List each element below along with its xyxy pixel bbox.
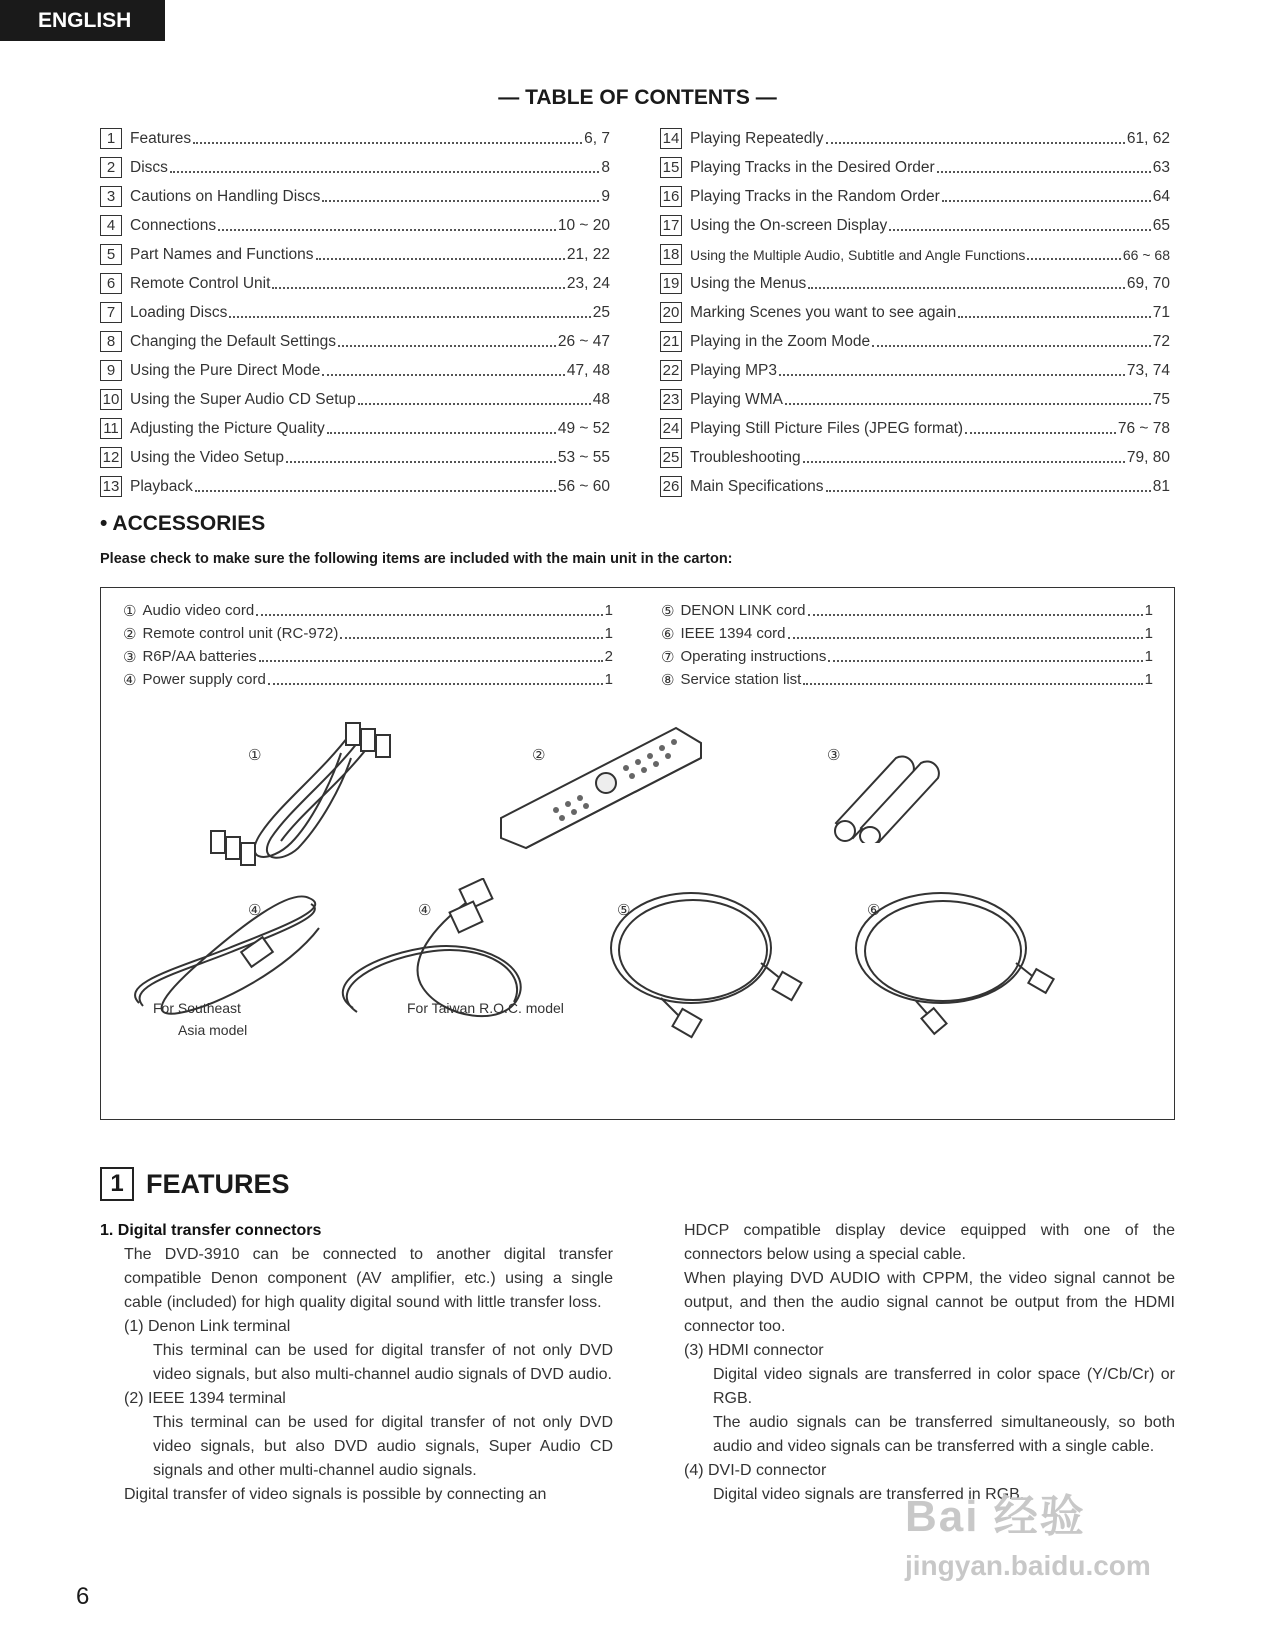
- leader-dots: [942, 200, 1151, 202]
- toc-entry-number: 8: [100, 331, 122, 352]
- accessory-item: [123, 668, 613, 691]
- accessory-label: Audio video cord: [142, 602, 255, 619]
- leader-dots: [779, 374, 1125, 376]
- leader-dots: [803, 683, 1142, 685]
- leader-dots: [958, 316, 1151, 318]
- toc-entry: [660, 269, 1170, 298]
- leader-dots: [828, 660, 1142, 662]
- toc-entry-number: 12: [100, 447, 122, 468]
- figure-label: ①: [248, 747, 262, 764]
- leader-dots: [338, 345, 556, 347]
- leader-dots: [803, 461, 1125, 463]
- leader-dots: [889, 229, 1150, 231]
- toc-entry-pages: 72: [1152, 332, 1170, 350]
- toc-entry: [100, 356, 610, 385]
- toc-entry-label: Playing Tracks in the Desired Order: [690, 158, 935, 176]
- accessory-number: ⑦: [661, 648, 675, 666]
- toc-entry-label: Using the Menus: [690, 274, 807, 292]
- accessory-quantity: 1: [1144, 648, 1153, 665]
- accessory-label: Remote control unit (RC-972): [142, 625, 339, 642]
- toc-entry-pages: 8: [601, 158, 610, 176]
- accessory-number: ⑥: [661, 625, 675, 643]
- toc-entry-number: 10: [100, 389, 122, 410]
- toc-entry-label: Changing the Default Settings: [130, 332, 336, 350]
- toc-entry: [660, 414, 1170, 443]
- accessory-quantity: 1: [1144, 671, 1153, 688]
- toc-entry-pages: 75: [1152, 390, 1170, 408]
- toc-entry-label: Using the Video Setup: [130, 448, 284, 466]
- sub4-title: (4) DVI-D connector: [684, 1462, 827, 1479]
- features-heading: [100, 1167, 290, 1201]
- figure-label: ④: [248, 902, 262, 919]
- features-title: FEATURES: [146, 1168, 290, 1199]
- toc-entry-pages: 10 ~ 20: [557, 216, 610, 234]
- toc-entry-pages: 26 ~ 47: [557, 332, 610, 350]
- toc-entry-number: 7: [100, 302, 122, 323]
- toc-entry-label: Using the On-screen Display: [690, 216, 888, 234]
- feature-item-body: The DVD-3910 can be connected to another digital transfer compatible Denon component (AV amplifier, etc.) using a single cable (included) for high quality digital sound with little transfer loss.: [124, 1246, 613, 1311]
- toc-entry: [660, 124, 1170, 153]
- toc-entry: [660, 327, 1170, 356]
- toc-entry: [100, 443, 610, 472]
- toc-entry: [100, 240, 610, 269]
- toc-entry-label: Using the Pure Direct Mode: [130, 361, 321, 379]
- leader-dots: [340, 637, 602, 639]
- toc-entry: [660, 472, 1170, 501]
- toc-entry-pages: 66 ~ 68: [1122, 246, 1170, 263]
- toc-entry-number: 18: [660, 244, 682, 265]
- sub3-body1: Digital video signals are transferred in color space (Y/Cb/Cr) or RGB.: [713, 1366, 1175, 1407]
- accessory-quantity: 1: [604, 625, 613, 642]
- toc-entry-number: 9: [100, 360, 122, 381]
- toc-entry-label: Playing in the Zoom Mode: [690, 332, 871, 350]
- sub2-body: This terminal can be used for digital transfer of not only DVD video signals, but also DVD audio signals, Super Audio CD signals and other multi-channel audio signals.: [153, 1414, 613, 1479]
- toc-entry: [100, 269, 610, 298]
- leader-dots: [272, 287, 564, 289]
- caption-taiwan: For Taiwan R.O.C. model: [407, 1000, 564, 1016]
- toc-entry: [660, 298, 1170, 327]
- figure-label: ②: [532, 747, 546, 764]
- accessory-number: ⑤: [661, 602, 675, 620]
- toc-entry-number: 1: [100, 128, 122, 149]
- toc-entry-pages: 71: [1152, 303, 1170, 321]
- toc-entry-pages: 49 ~ 52: [557, 419, 610, 437]
- leader-dots: [286, 461, 556, 463]
- audio-video-cord-illustration: [201, 713, 411, 878]
- accessory-label: IEEE 1394 cord: [680, 625, 786, 642]
- toc-entry-number: 22: [660, 360, 682, 381]
- sub1-body: This terminal can be used for digital transfer of not only DVD video signals, but also multi-channel audio signals of DVD audio.: [153, 1342, 613, 1383]
- toc-entry: [660, 182, 1170, 211]
- toc-entry-number: 25: [660, 447, 682, 468]
- toc-entry: [660, 385, 1170, 414]
- toc-entry-number: 19: [660, 273, 682, 294]
- toc-entry-number: 20: [660, 302, 682, 323]
- toc-entry-pages: 9: [601, 187, 610, 205]
- toc-entry-label: Main Specifications: [690, 477, 824, 495]
- toc-entry-number: 16: [660, 186, 682, 207]
- leader-dots: [1027, 258, 1120, 260]
- leader-dots: [218, 229, 556, 231]
- toc-entry: [660, 240, 1170, 269]
- accessory-quantity: 1: [1144, 602, 1153, 619]
- figure-label: ③: [827, 747, 841, 764]
- toc-entry: [100, 211, 610, 240]
- accessory-label: Service station list: [680, 671, 802, 688]
- toc-entry-label: Playing Repeatedly: [690, 129, 824, 147]
- accessory-item: [661, 645, 1153, 668]
- accessory-item: [661, 668, 1153, 691]
- caption-sea-line2: Asia model: [178, 1022, 248, 1038]
- leader-dots: [937, 171, 1151, 173]
- toc-entry-label: Remote Control Unit: [130, 274, 271, 292]
- toc-entry-pages: 47, 48: [566, 361, 610, 379]
- leader-dots: [322, 200, 599, 202]
- toc-right-column: [660, 124, 1170, 501]
- toc-entry: [660, 356, 1170, 385]
- leader-dots: [268, 683, 603, 685]
- leader-dots: [327, 432, 556, 434]
- toc-entry-label: Playback: [130, 477, 193, 495]
- toc-entry: [100, 153, 610, 182]
- toc-entry-pages: 61, 62: [1126, 129, 1170, 147]
- leader-dots: [826, 490, 1151, 492]
- toc-entry-pages: 21, 22: [566, 245, 610, 263]
- leader-dots: [785, 403, 1151, 405]
- toc-entry-number: 21: [660, 331, 682, 352]
- accessory-quantity: 2: [604, 648, 613, 665]
- toc-entry-label: Cautions on Handling Discs: [130, 187, 321, 205]
- toc-entry: [660, 211, 1170, 240]
- toc-left-column: [100, 124, 610, 501]
- accessories-heading: • ACCESSORIES: [100, 512, 266, 535]
- toc-entry-pages: 53 ~ 55: [557, 448, 610, 466]
- toc-entry-pages: 63: [1152, 158, 1170, 176]
- toc-entry-pages: 81: [1152, 477, 1170, 495]
- figure-label: ④: [418, 902, 432, 919]
- denon-link-cord-illustration: [601, 888, 821, 1048]
- accessories-list-right: [661, 599, 1153, 691]
- accessory-quantity: 1: [604, 602, 613, 619]
- accessory-number: ③: [123, 648, 137, 666]
- language-tab: ENGLISH: [0, 0, 165, 41]
- toc-entry-number: 13: [100, 476, 122, 497]
- toc-entry: [100, 182, 610, 211]
- accessory-label: Power supply cord: [142, 671, 266, 688]
- leader-dots: [358, 403, 591, 405]
- right-continuation: HDCP compatible display device equipped with one of the connectors below using a special cable.: [684, 1222, 1175, 1263]
- cppm-note: When playing DVD AUDIO with CPPM, the video signal cannot be output, and then the audio signal cannot be output from the HDMI connector too.: [684, 1270, 1175, 1335]
- video-note: Digital transfer of video signals is possible by connecting an: [124, 1486, 547, 1503]
- toc-entry-number: 3: [100, 186, 122, 207]
- toc-entry-label: Playing MP3: [690, 361, 778, 379]
- leader-dots: [808, 614, 1143, 616]
- toc-entry: [100, 124, 610, 153]
- accessory-quantity: 1: [604, 671, 613, 688]
- toc-entry-pages: 23, 24: [566, 274, 610, 292]
- leader-dots: [195, 490, 556, 492]
- figure-label: ⑤: [617, 902, 631, 919]
- leader-dots: [170, 171, 599, 173]
- batteries-illustration: [821, 743, 941, 843]
- toc-entry-pages: 56 ~ 60: [557, 477, 610, 495]
- figure-label: ⑥: [867, 902, 881, 919]
- toc-entry-label: Using the Super Audio CD Setup: [130, 390, 356, 408]
- toc-entry-pages: 79, 80: [1126, 448, 1170, 466]
- watermark-line1: Bai 经验: [905, 1492, 1086, 1541]
- toc-entry-pages: 64: [1152, 187, 1170, 205]
- toc-entry-label: Using the Multiple Audio, Subtitle and Angle Functions: [690, 246, 1026, 263]
- accessory-item: [661, 622, 1153, 645]
- accessory-item: [123, 622, 613, 645]
- accessory-item: [123, 645, 613, 668]
- leader-dots: [788, 637, 1143, 639]
- toc-entry-pages: 25: [592, 303, 610, 321]
- toc-entry-label: Marking Scenes you want to see again: [690, 303, 957, 321]
- accessories-list-left: [123, 599, 613, 691]
- toc-entry-label: Features: [130, 129, 192, 147]
- toc-entry: [100, 472, 610, 501]
- toc-entry-number: 26: [660, 476, 682, 497]
- watermark-line2: jingyan.baidu.com: [905, 1550, 1151, 1581]
- toc-entry: [100, 414, 610, 443]
- page-number: 6: [76, 1583, 90, 1610]
- toc-entry: [660, 153, 1170, 182]
- toc-entry-pages: 73, 74: [1126, 361, 1170, 379]
- toc-entry-number: 2: [100, 157, 122, 178]
- toc-entry: [660, 443, 1170, 472]
- features-left-column: [100, 1219, 613, 1507]
- toc-entry-pages: 48: [592, 390, 610, 408]
- toc-entry-pages: 6, 7: [584, 129, 610, 147]
- leader-dots: [316, 258, 565, 260]
- features-right-column: [684, 1219, 1175, 1507]
- toc-entry-label: Playing Still Picture Files (JPEG format): [690, 419, 964, 437]
- toc-entry-label: Loading Discs: [130, 303, 228, 321]
- leader-dots: [872, 345, 1151, 347]
- toc-entry-number: 5: [100, 244, 122, 265]
- accessories-box: [100, 587, 1175, 1120]
- leader-dots: [256, 614, 602, 616]
- caption-sea-line1: For Southeast: [153, 1000, 241, 1016]
- accessory-label: DENON LINK cord: [680, 602, 806, 619]
- accessory-item: [123, 599, 613, 622]
- accessory-label: R6P/AA batteries: [142, 648, 257, 665]
- toc-entry-number: 15: [660, 157, 682, 178]
- accessories-note: Please check to make sure the following items are included with the main unit in the carton:: [100, 551, 733, 567]
- toc-entry-number: 14: [660, 128, 682, 149]
- watermark: [905, 1480, 1151, 1582]
- leader-dots: [808, 287, 1125, 289]
- accessory-label: Operating instructions: [680, 648, 827, 665]
- leader-dots: [322, 374, 565, 376]
- toc-entry: [100, 327, 610, 356]
- toc-title: — TABLE OF CONTENTS —: [498, 86, 777, 109]
- accessory-quantity: 1: [1144, 625, 1153, 642]
- sub3-body2: The audio signals can be transferred simultaneously, so both audio and video signals can be transferred with a single cable.: [713, 1414, 1175, 1455]
- toc-entry-label: Troubleshooting: [690, 448, 801, 466]
- accessory-number: ⑧: [661, 671, 675, 689]
- toc-entry-pages: 69, 70: [1126, 274, 1170, 292]
- feature-item-title: 1. Digital transfer connectors: [100, 1222, 322, 1239]
- leader-dots: [259, 660, 603, 662]
- toc-entry-number: 17: [660, 215, 682, 236]
- leader-dots: [965, 432, 1116, 434]
- toc-entry-label: Playing Tracks in the Random Order: [690, 187, 940, 205]
- sub3-title: (3) HDMI connector: [684, 1342, 824, 1359]
- accessory-number: ②: [123, 625, 137, 643]
- accessory-number: ④: [123, 671, 137, 689]
- toc-entry-pages: 76 ~ 78: [1117, 419, 1170, 437]
- toc-entry-pages: 65: [1152, 216, 1170, 234]
- toc-entry-label: Part Names and Functions: [130, 245, 314, 263]
- caption-sea: [153, 997, 247, 1041]
- sub2-title: (2) IEEE 1394 terminal: [124, 1390, 286, 1407]
- toc-entry-number: 6: [100, 273, 122, 294]
- features-section-number: 1: [100, 1167, 134, 1201]
- toc-entry-label: Connections: [130, 216, 217, 234]
- accessory-number: ①: [123, 602, 137, 620]
- toc-entry-number: 11: [100, 418, 122, 439]
- toc-entry-number: 24: [660, 418, 682, 439]
- leader-dots: [826, 142, 1125, 144]
- sub4-body: Digital video signals are transferred in RGB.: [713, 1486, 1025, 1503]
- toc-entry-label: Adjusting the Picture Quality: [130, 419, 325, 437]
- accessory-item: [661, 599, 1153, 622]
- toc-entry: [100, 298, 610, 327]
- remote-control-illustration: [496, 718, 711, 858]
- toc-entry-label: Playing WMA: [690, 390, 784, 408]
- sub1-title: (1) Denon Link terminal: [124, 1318, 291, 1335]
- leader-dots: [229, 316, 590, 318]
- toc-entry-number: 4: [100, 215, 122, 236]
- toc-entry-number: 23: [660, 389, 682, 410]
- toc-entry-label: Discs: [130, 158, 168, 176]
- leader-dots: [193, 142, 582, 144]
- ieee1394-cord-illustration: [846, 883, 1066, 1048]
- toc-entry: [100, 385, 610, 414]
